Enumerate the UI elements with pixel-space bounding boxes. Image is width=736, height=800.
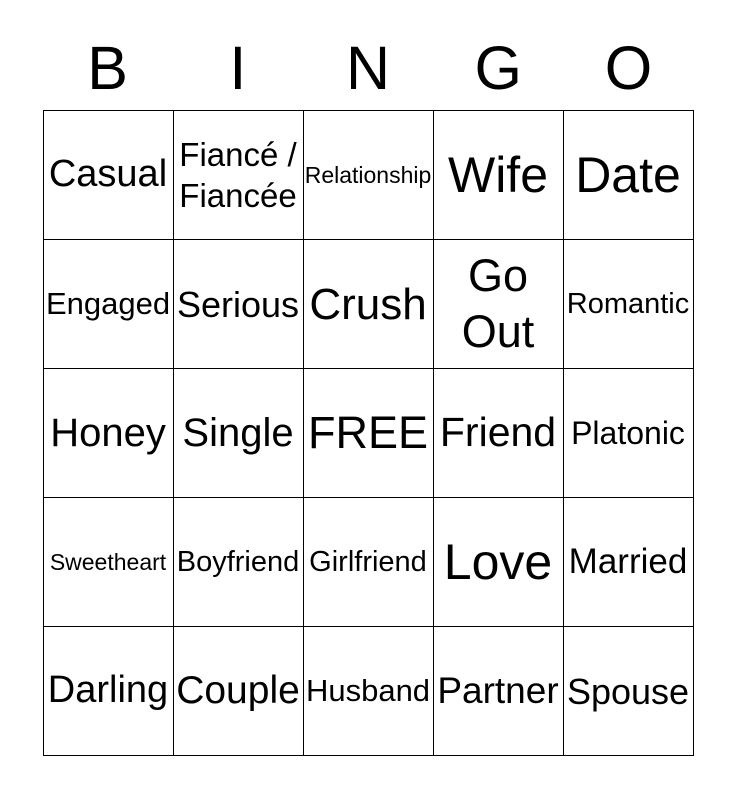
bingo-cell-relationship[interactable]: Relationship	[303, 111, 433, 240]
grid-row-5	[43, 627, 693, 756]
bingo-cell-go-out[interactable]: Go Out	[433, 240, 563, 369]
bingo-cell-single[interactable]: Single	[173, 369, 303, 498]
bingo-cell-husband[interactable]: Husband	[303, 627, 433, 756]
grid-row-3	[43, 369, 693, 498]
bingo-letter-o: O	[604, 34, 653, 102]
bingo-grid	[43, 110, 694, 756]
bingo-cell-date[interactable]: Date	[563, 111, 693, 240]
bingo-cell-partner[interactable]: Partner	[433, 627, 563, 756]
bingo-cell-free[interactable]: FREE	[303, 369, 433, 498]
bingo-cell-wife[interactable]: Wife	[433, 111, 563, 240]
bingo-cell-married[interactable]: Married	[563, 498, 693, 627]
bingo-cell-platonic[interactable]: Platonic	[563, 369, 693, 498]
bingo-cell-romantic[interactable]: Romantic	[563, 240, 693, 369]
grid-row-4	[43, 498, 693, 627]
bingo-cell-boyfriend[interactable]: Boyfriend	[173, 498, 303, 627]
bingo-cell-spouse[interactable]: Spouse	[563, 627, 693, 756]
bingo-letter-g: G	[474, 34, 522, 102]
bingo-cell-sweetheart[interactable]: Sweetheart	[43, 498, 173, 627]
bingo-letter-i: I	[229, 34, 247, 102]
bingo-cell-fiance[interactable]: Fiancé / Fiancée	[173, 111, 303, 240]
bingo-cell-girlfriend[interactable]: Girlfriend	[303, 498, 433, 627]
bingo-cell-casual[interactable]: Casual	[43, 111, 173, 240]
bingo-cell-couple[interactable]: Couple	[173, 627, 303, 756]
bingo-cell-engaged[interactable]: Engaged	[43, 240, 173, 369]
bingo-cell-honey[interactable]: Honey	[43, 369, 173, 498]
bingo-title	[43, 34, 694, 102]
bingo-cell-friend[interactable]: Friend	[433, 369, 563, 498]
bingo-letter-b: B	[87, 34, 128, 102]
grid-row-2	[43, 240, 693, 369]
bingo-cell-love[interactable]: Love	[433, 498, 563, 627]
bingo-cell-serious[interactable]: Serious	[173, 240, 303, 369]
bingo-letter-n: N	[345, 34, 391, 102]
grid-row-1	[43, 111, 693, 240]
bingo-cell-darling[interactable]: Darling	[43, 627, 173, 756]
bingo-cell-crush[interactable]: Crush	[303, 240, 433, 369]
